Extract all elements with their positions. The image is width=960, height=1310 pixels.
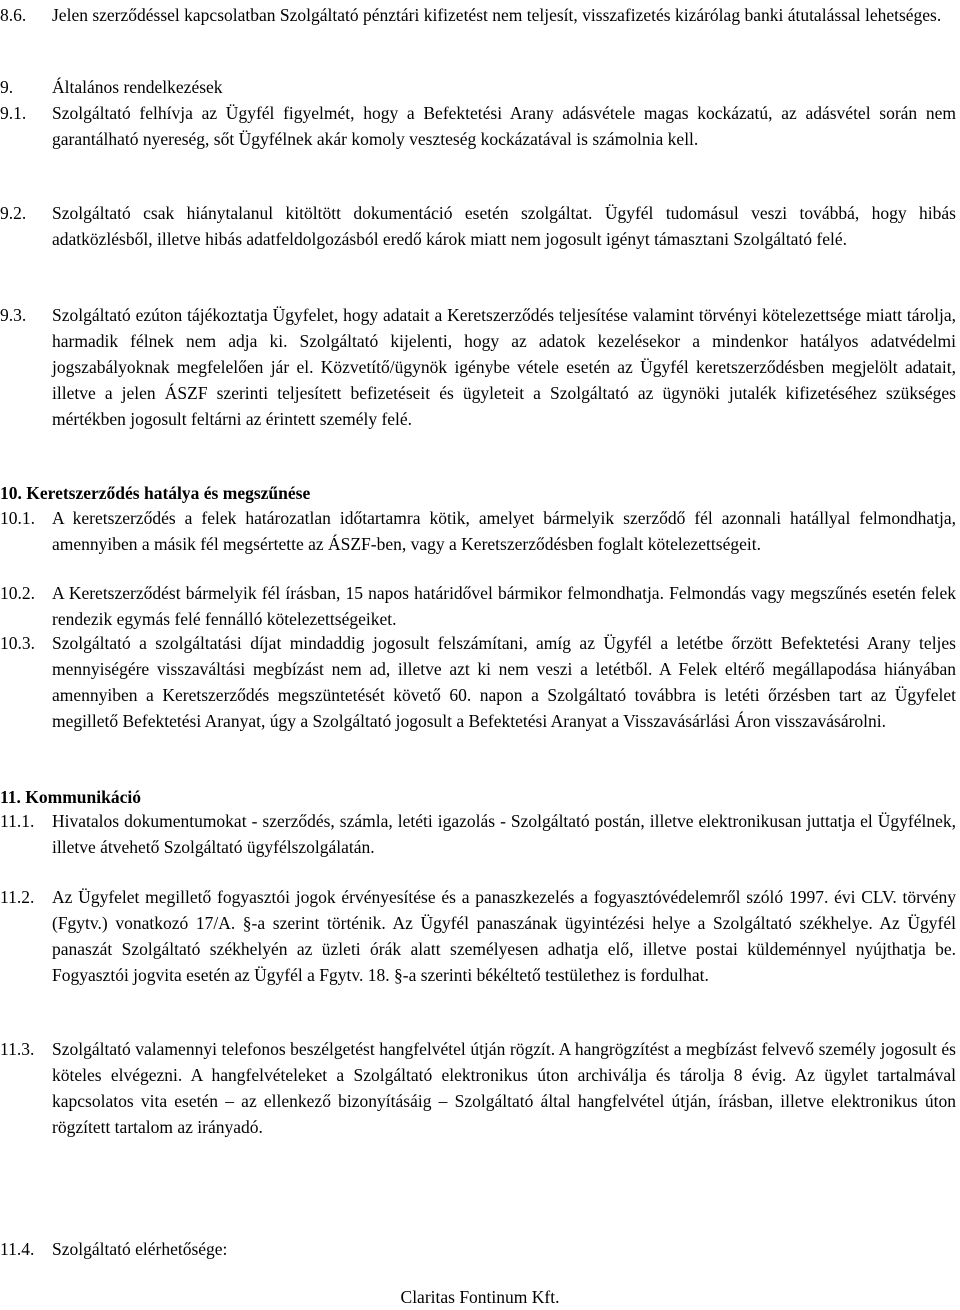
clause-text: Szolgáltató ezúton tájékoztatja Ügyfelet, hogy adatait a Keretszerződés teljesítése valamint törvényi kötelezettsége miatt tárolja, harmadik félnek nem adja ki. Szolgáltató kijelenti, hogy az adatok kezelésekor a mindenkor hatályos adatvédelmi jogszabályoknak megfelelően jár el. Közvetítő/ügynök igénybe vétele esetén az Ügyfél keretszerződésben megjelölt adatait, illetve a jelen ÁSZF szerinti teljesített befizetéseit és ügyleteit a Szolgáltató az ügynöki jutalék kifizetéséhez szükséges mértékben jogosult feltárni az érintett személy felé. <box>52 305 956 429</box>
clause-11-1 <box>0 808 956 860</box>
clause-text: A keretszerződés a felek határozatlan időtartamra kötik, amelyet bármelyik szerződő fél azonnali hatállyal felmondhatja, amennyiben a másik fél megsértette az ÁSZF-ben, vagy a Keretszerződésben foglalt kötelezettségeit. <box>52 508 956 554</box>
clause-number: 10.1. <box>0 508 35 528</box>
clause-text: Szolgáltató elérhetősége: <box>52 1239 228 1259</box>
clause-text: Szolgáltató a szolgáltatási díjat mindaddig jogosult felszámítani, amíg az Ügyfél a letétbe őrzött Befektetési Arany teljes mennyiségére visszaváltási megbízást nem ad, illetve azt ki nem veszi a letétből. A Felek eltérő megállapodása hiányában amennyiben a Keretszerződés megszüntetését követő 60. napon a Szolgáltató továbbra is letéti őrzésben tart az Ügyfelet megillető Befektetési Aranyat, úgy a Szolgáltató jogosult a Befektetési Aranyat a Visszavásárlási Áron visszavásárolni. <box>52 633 956 731</box>
clause-number: 10.2. <box>0 583 35 603</box>
section-11-heading: 11. Kommunikáció <box>0 787 141 807</box>
clause-number: 8.6. <box>0 5 27 25</box>
section-10-heading: 10. Keretszerződés hatálya és megszűnése <box>0 483 311 503</box>
clause-10-3 <box>0 630 956 734</box>
clause-11-3 <box>0 1036 956 1140</box>
clause-8-6 <box>0 2 956 28</box>
clause-9-3 <box>0 302 956 432</box>
clause-11-4 <box>0 1236 956 1262</box>
clause-9-2 <box>0 200 956 252</box>
clause-text: A Keretszerződést bármelyik fél írásban, 15 napos határidővel bármikor felmondhatja. Felmondás vagy megszűnés esetén felek rendezik egymás felé fennálló kötelezettségeiket. <box>52 583 956 629</box>
section-number: 9. <box>0 77 14 97</box>
clause-10-2 <box>0 580 956 632</box>
company-name: Claritas Fontinum Kft. <box>400 1287 560 1307</box>
clause-number: 11.4. <box>0 1239 35 1259</box>
clause-text: Szolgáltató felhívja az Ügyfél figyelmét, hogy a Befektetési Arany adásvétele magas kockázatú, az adásvétel során nem garantálható nyereség, sőt Ügyfélnek akár komoly veszteség kockázatával is számolnia kell. <box>52 103 956 149</box>
clause-text: Szolgáltató csak hiánytalanul kitöltött dokumentáció esetén szolgáltat. Ügyfél tudomásul veszi továbbá, hogy hibás adatközlésből, illetve hibás adatfeldolgozásból eredő károk miatt nem jogosult igényt támasztani Szolgáltató felé. <box>52 203 956 249</box>
clause-10-1 <box>0 505 956 557</box>
clause-number: 11.3. <box>0 1039 35 1059</box>
clause-number: 11.2. <box>0 887 35 907</box>
clause-text: Hivatalos dokumentumokat - szerződés, számla, letéti igazolás - Szolgáltató postán, illetve elektronikusan juttatja el Ügyfélnek, illetve átvehető Szolgáltató ügyfélszolgálatán. <box>52 811 956 857</box>
clause-text: Jelen szerződéssel kapcsolatban Szolgáltató pénztári kifizetést nem teljesít, visszafizetés kizárólag banki átutalással lehetséges. <box>52 5 942 25</box>
section-9-heading <box>0 74 956 100</box>
section-title: Általános rendelkezések <box>52 77 223 97</box>
clause-9-1 <box>0 100 956 152</box>
clause-text: Szolgáltató valamennyi telefonos beszélgetést hangfelvétel útján rögzít. A hangrögzítést a megbízást felvevő személy jogosult és köteles elvégezni. A hangfelvételeket a Szolgáltató elektronikus úton archiválja és tárolja 8 évig. Az ügylet tartalmával kapcsolatos vita esetén – az ellenkező bizonyításáig – Szolgáltató által hangfelvétel útján, írásban, illetve elektronikus úton rögzített tartalom az irányadó. <box>52 1039 956 1137</box>
clause-number: 10.3. <box>0 633 35 653</box>
clause-text: Az Ügyfelet megillető fogyasztói jogok érvényesítése és a panaszkezelés a fogyasztóvédelemről szóló 1997. évi CLV. törvény (Fgytv.) vonatkozó 17/A. §-a szerint történik. Az Ügyfél panaszának ügyintézési helye a Szolgáltató székhelye. Az Ügyfél panaszát Szolgáltató székhelyén az üzleti órák alatt személyesen adhatja elő, illetve postai küldeménnyel nyújthatja be. Fogyasztói jogvita esetén az Ügyfél a Fgytv. 18. §-a szerinti békéltető testülethez is fordulhat. <box>52 887 956 985</box>
clause-11-2 <box>0 884 956 988</box>
clause-number: 11.1. <box>0 811 35 831</box>
clause-number: 9.1. <box>0 103 27 123</box>
clause-number: 9.2. <box>0 203 27 223</box>
clause-number: 9.3. <box>0 305 27 325</box>
